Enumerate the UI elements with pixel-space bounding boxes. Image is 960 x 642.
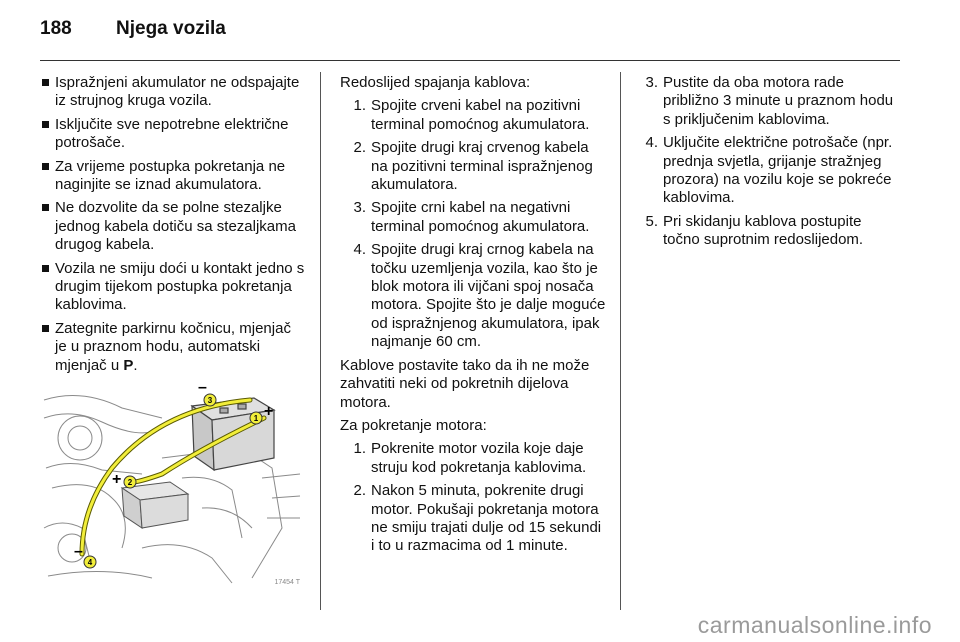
connection-order-title: Redoslijed spajanja kablova:	[340, 74, 531, 91]
bullet-square-icon	[42, 325, 49, 332]
bullet-square-icon	[42, 163, 49, 170]
minus-top-label: –	[198, 379, 207, 396]
column-divider-2	[620, 72, 621, 610]
column-2	[340, 74, 608, 561]
list-item: 1. Pokrenite motor vozila koje daje struju kod pokretanja kablovima.	[353, 440, 587, 476]
page-number: 188	[40, 18, 72, 39]
watermark: carmanualsonline.info	[697, 612, 932, 638]
list-item: 2. Nakon 5 minuta, pokrenite drugi motor. Pokušaji pokretanja motora ne smiju trajati dulje od 15 sekundi i to u razmacima od 1 minute.	[353, 482, 602, 555]
callout-2-label: 2	[127, 478, 133, 487]
bullet-square-icon	[42, 121, 49, 128]
list-item: 5. Pri skidanju kablova postupite točno suprotnim redoslijedom.	[645, 212, 864, 249]
list-item: 1. Spojite crveni kabel na pozitivni terminal pomoćnog akumulatora.	[353, 97, 590, 133]
bullet-item: Isključite sve nepotrebne električne potrošače.	[42, 116, 306, 153]
bullet-item: Vozila ne smiju doći u kontakt jedno s drugim tijekom postupka pokretanja kablovima.	[42, 260, 306, 315]
list-item: 4. Spojite drugi kraj crnog kabela na točku uzemljenja vozila, kao što je blok motora ili vijčani spoj nosača motora. Spojite što je dalje moguće od ispražnjenog akumulatora, ipak najmanje 60 cm.	[353, 241, 606, 351]
bullet-square-icon	[42, 79, 49, 86]
list-item: 4. Uključite električne potrošače (npr. prednja svjetla, grijanje stražnjeg prozora) na vozilu koje se pokreće kablovima.	[645, 134, 893, 207]
list-item: 3. Spojite crni kabel na negativni terminal pomoćnog akumulatora.	[353, 199, 590, 235]
header-rule	[40, 60, 900, 61]
bullet-item: Ne dozvolite da se polne stezaljke jednog kabela dotiču sa stezaljkama drugog kabela.	[42, 199, 306, 254]
discharged-battery	[122, 482, 188, 528]
page-header	[40, 18, 226, 40]
bullet-square-icon	[42, 265, 49, 272]
bullet-item: Zategnite parkirnu kočnicu, mjenjač je u praznom hodu, automatski mjenjač u P.	[42, 320, 306, 375]
callout-1-label: 1	[253, 414, 259, 423]
minus-bottom-label: –	[74, 543, 83, 560]
callout-3-label: 3	[207, 396, 213, 405]
list-item: 3. Pustite da oba motora rade približno 3 minute u praznom hodu s priključenim kablovima.	[645, 74, 894, 128]
callout-4-label: 4	[87, 558, 93, 567]
plus-top-label: +	[264, 403, 274, 420]
engine-start-title: Za pokretanje motora:	[340, 416, 487, 434]
bullet-item: Za vrijeme postupka pokretanja ne naginjite se iznad akumulatora.	[42, 158, 306, 195]
figure-id: 17454 T	[274, 579, 300, 586]
cable-note: Kablove postavite tako da ih ne može zahvatiti neki od pokretnih dijelova motora.	[340, 356, 590, 411]
engine-start-steps	[340, 440, 608, 555]
bullet-square-icon	[42, 204, 49, 211]
connection-steps	[340, 97, 608, 351]
gear-p-label: P	[123, 356, 134, 374]
column-divider-1	[320, 72, 321, 610]
plus-mid-label: +	[112, 471, 122, 488]
column-1	[42, 74, 306, 380]
list-item: 2. Spojite drugi kraj crvenog kabela na pozitivni terminal ispražnjenog akumulatora.	[353, 139, 593, 194]
bullet-item: Ispražnjeni akumulator ne odspajajte iz strujnog kruga vozila.	[42, 74, 306, 111]
jump-start-illustration	[42, 378, 304, 588]
column-3	[640, 74, 902, 255]
page-title: Njega vozila	[116, 18, 226, 39]
